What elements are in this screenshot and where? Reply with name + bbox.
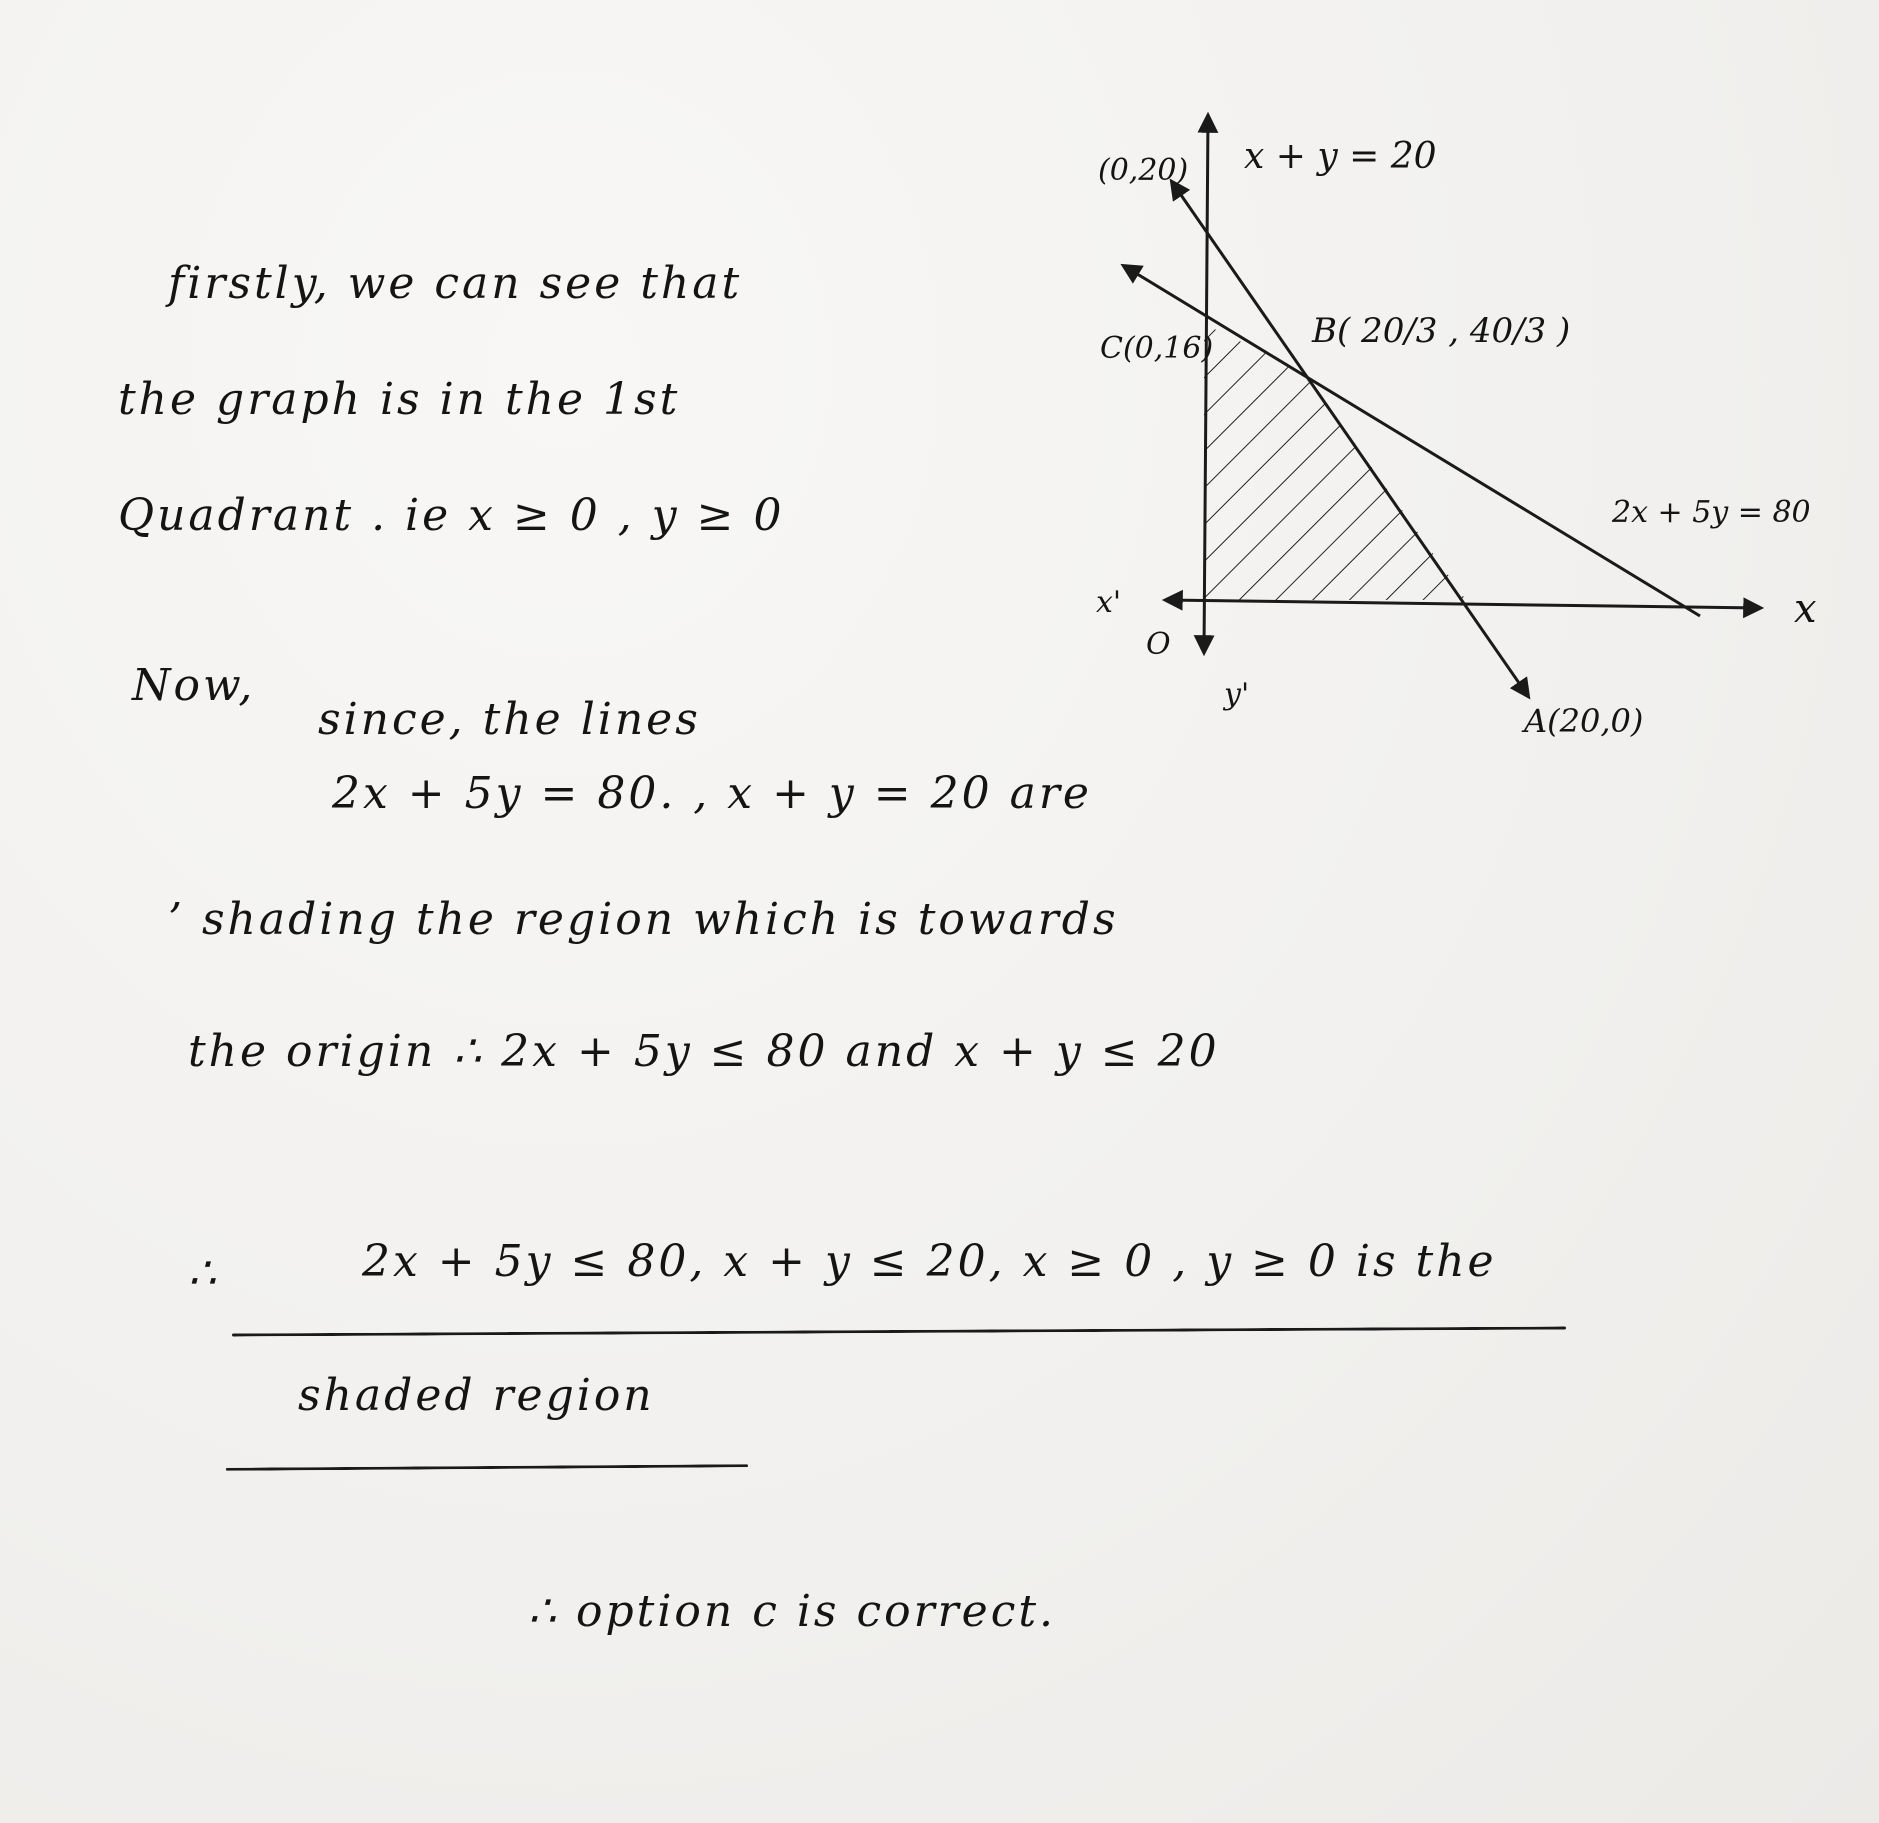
label-point-b: B( 20/3 , 40/3 ) [1312,311,1571,351]
text-line-3: Quadrant . ie x ≥ 0 , y ≥ 0 [118,490,785,541]
label-x-axis: x [1794,586,1817,632]
text-line-6: ’ shading the region which is towards [168,894,1119,945]
text-line-7: the origin ∴ 2x + 5y ≤ 80 and x + y ≤ 20 [188,1026,1220,1077]
text-line-5: 2x + 5y = 80. , x + y = 20 are [332,768,1092,819]
text-line-2: the graph is in the 1st [118,374,681,425]
text-line-1: firstly, we can see that [168,258,743,309]
label-y-prime: y' [1224,677,1250,712]
label-x-prime: x' [1096,585,1122,620]
label-point-a: A(20,0) [1524,702,1644,740]
shaded-region [1204,324,1466,600]
label-eq-x-plus-y: x + y = 20 [1244,136,1437,177]
conclusion-therefore: ∴ [188,1248,219,1299]
label-eq-2x-plus-5y: 2x + 5y = 80 [1612,495,1811,530]
conclusion-line-2: shaded region [298,1370,655,1421]
text-now: Now, [132,660,256,711]
label-point-0-20: (0,20) [1098,153,1189,188]
text-line-4: since, the lines [318,694,701,745]
label-point-c: C(0,16) [1100,331,1214,366]
final-statement: ∴ option c is correct. [528,1586,1057,1637]
conclusion-line-1: 2x + 5y ≤ 80, x + y ≤ 20, x ≥ 0 , y ≥ 0 is the [362,1236,1497,1287]
label-origin: O [1146,627,1171,662]
